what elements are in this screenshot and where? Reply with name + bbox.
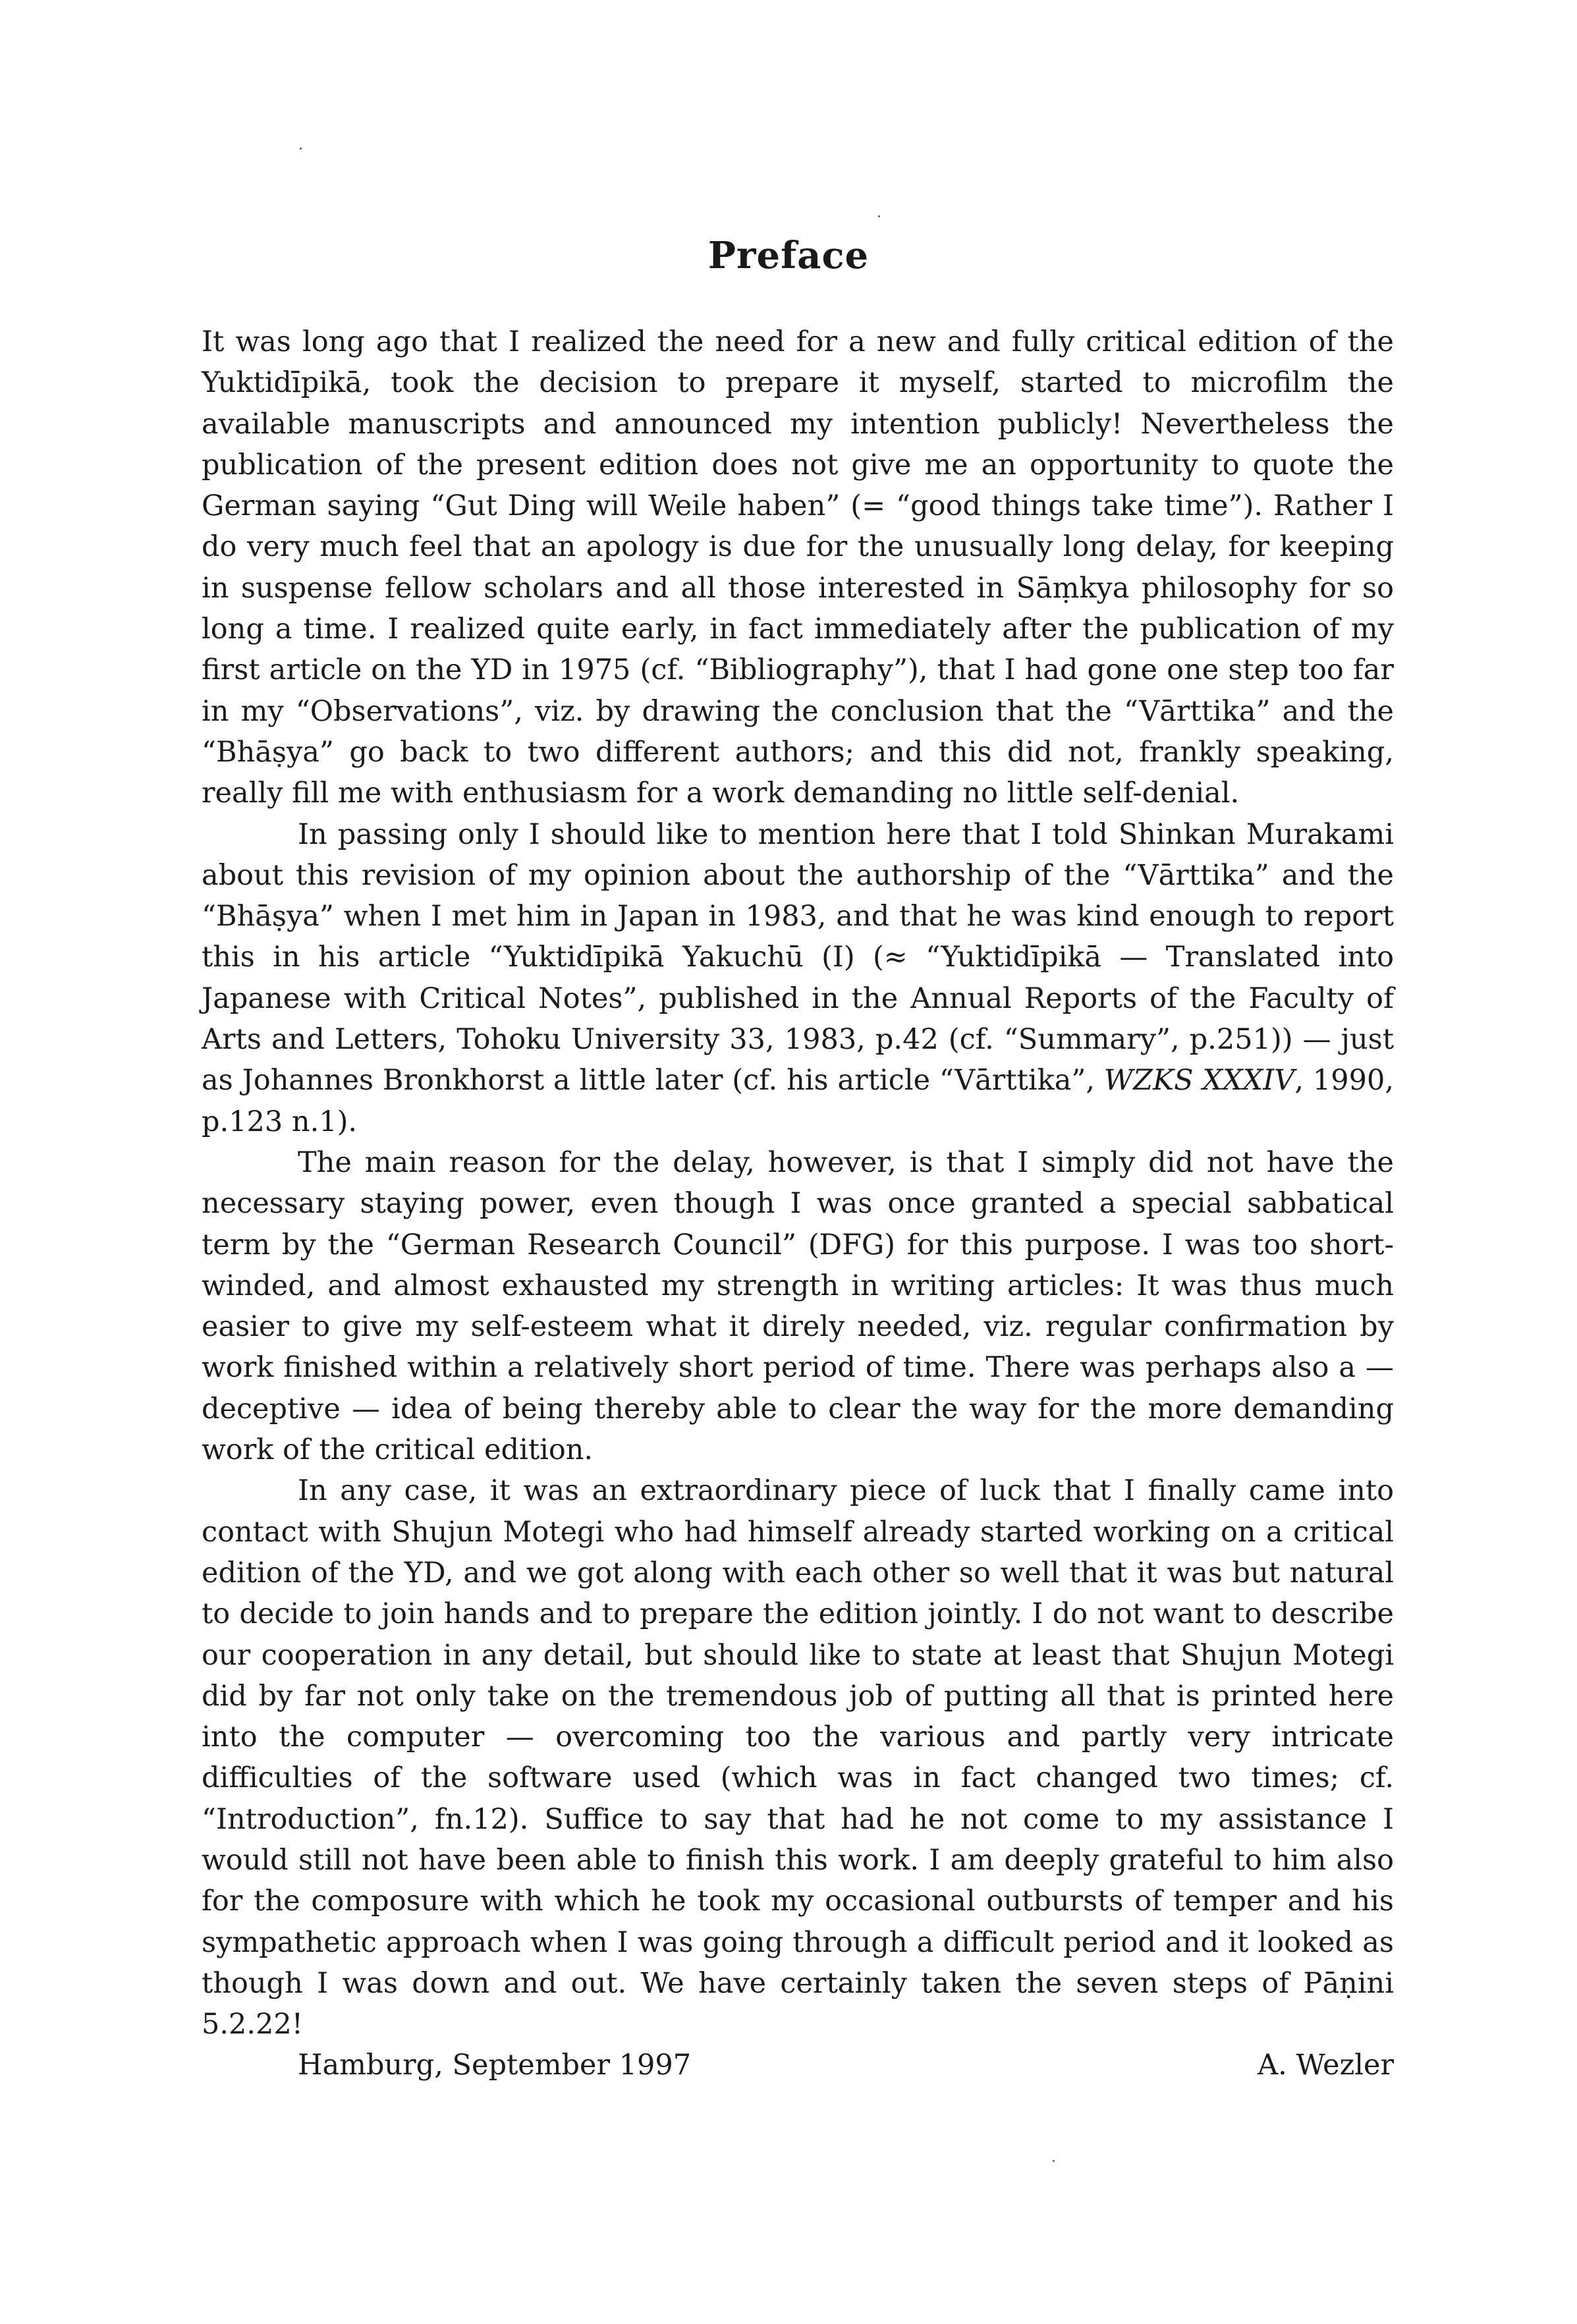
paragraph-3: The main reason for the delay, however, is that I simply did not have the necessary staying power, even though I was once granted a special sabbatical term by the “German Research Council” (DFG) for this purpose. I was too short-winded, and almost exhausted my strength in writing articles: It was thus much easier to give my self-esteem what it direly needed, viz. regular confirmation by work finished within a relatively short period of time. There was perhaps also a — deceptive — idea of being thereby able to clear the way for the more demanding work of the critical edition. xyxy=(202,1146,1394,1467)
paragraph-1: It was long ago that I realized the need for a new and fully critical edition of the Yuktidīpikā, took the decision to prepare it myself, started to microfilm the available manuscripts and announced my intention publicly! Nevertheless the publication of the present edition does not give me an opportunity to quote the German saying “Gut Ding will Weile haben” (= “good things take time”). Rather I do very much feel that an apology is due for the unusually long delay, for keeping in suspense fellow scholars and all those interested in Sāṃkya philosophy for so long a time. I realized quite early, in fact immediately after the publication of my first article on the YD in 1975 (cf. “Bibliography”), that I had gone one step too far in my “Observations”, viz. by drawing the conclusion that the “Vārttika” and the “Bhāṣya” go back to two different authors; and this did not, frankly speaking, really fill me with enthusiasm for a work demanding no little self-denial. xyxy=(202,325,1394,810)
paragraph-2 xyxy=(202,814,1394,1142)
scan-speck xyxy=(878,215,880,217)
preface-body xyxy=(202,321,1394,2086)
page-title: Preface xyxy=(707,234,870,277)
signature-line xyxy=(202,2045,1394,2086)
scan-speck xyxy=(300,148,302,150)
scan-speck xyxy=(1053,2160,1055,2162)
paragraph-2-text: In passing only I should like to mention here that I told Shinkan Murakami about this revision of my opinion about the authorship of the “Vārttika” and the “Bhāṣya” when I met him in Japan in 1983, and that he was kind enough to report this in his article “Yuktidīpikā Yakuchū (I) (≈ “Yuktidīpikā — Translated into Japanese with Critical Notes”, published in the Annual Reports of the Faculty of Arts and Letters, Tohoku University 33, 1983, p.42 (cf. “Summary”, p.251)) — just as Johannes Bronkhorst a little later (cf. his article “Vārttika”, xyxy=(202,817,1394,1097)
journal-citation: WZKS XXXIV xyxy=(1103,1064,1295,1097)
paragraph-4: In any case, it was an extraordinary piece of luck that I finally came into contact with Shujun Motegi who had himself already started working on a critical edition of the YD, and we got along with each other so well that it was but natural to decide to join hands and to prepare the edition jointly. I do not want to describe our cooperation in any detail, but should like to state at least that Shujun Motegi did by far not only take on the tremendous job of putting all that is printed here into the computer — overcoming too the various and partly very intricate difficulties of the software used (which was in fact changed two times; cf. “Introduction”, fn.12). Suffice to say that had he not come to my assistance I would still not have been able to finish this work. I am deeply grateful to him also for the composure with which he took my occasional outbursts of temper and his sympathetic approach when I was going through a difficult period and it looked as though I was down and out. We have certainly taken the seven steps of Pāṇini 5.2.22! xyxy=(202,1474,1394,2041)
place-date: Hamburg, September 1997 xyxy=(298,2049,692,2082)
author-name: A. Wezler xyxy=(1258,2049,1394,2082)
citation-rest: , 1990, p.123 n.1). xyxy=(202,1064,1395,1138)
